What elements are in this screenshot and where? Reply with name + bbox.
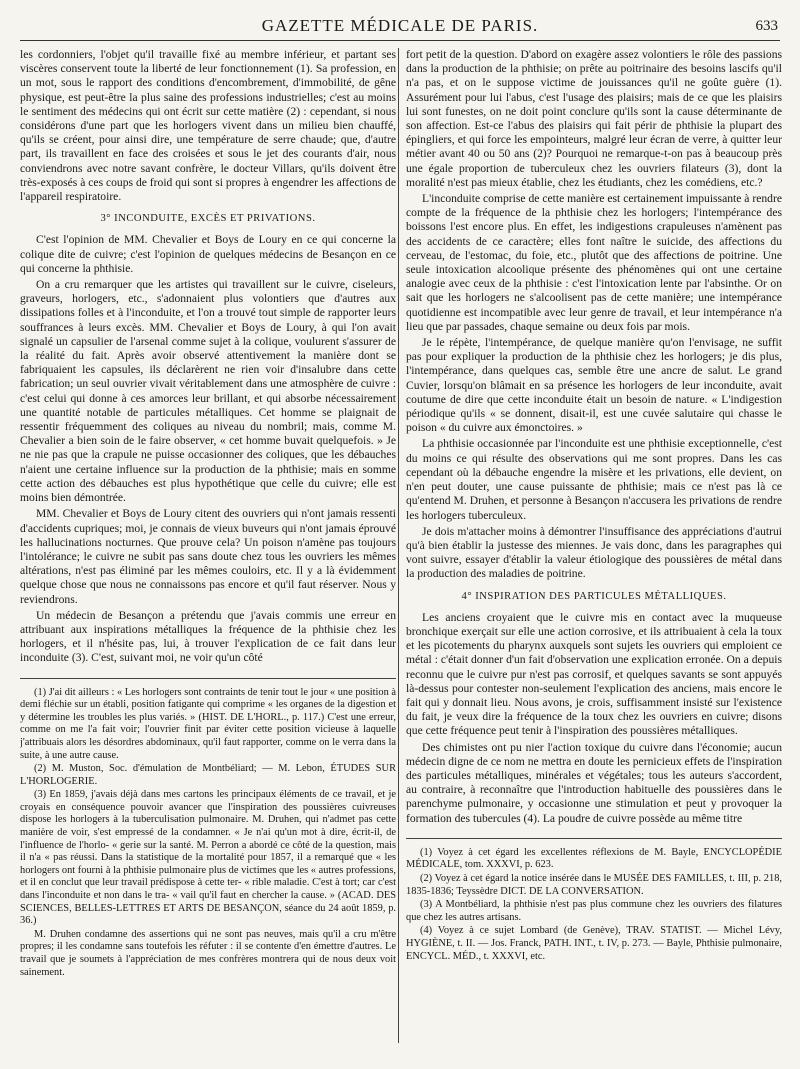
footnote: (1) Voyez à cet égard les excellentes réflexions de M. Bayle, ENCYCLOPÉDIE MÉDICALE, tom. XXXVI, p. 623.	[406, 846, 782, 871]
paragraph: On a cru remarquer que les artistes qui travaillent sur le cuivre, ciseleurs, graveurs, horlogers, etc., s'adonnaient plus volontiers que d'autres aux dissipations folles et à l'inconduite, et l'on a trouvé tout simple de rapporter leurs souffrances à leurs excès. MM. Chevalier et Boys de Loury, à qui l'on avait signalé un capsulier de l'arsenal comme sujet à la colique, voulurent s'assurer de la réalité du fait. Après avoir observé attentivement la manière dont se fabriquaient les capsules, ils déclarèrent ne rien voir d'insalubre dans cette fabrication; un seul ouvrier vivait véritablement dans une atmosphère de cuivre : c'est celui qui donne à ces amorces leur brillant, et qui absorbe nécessairement une quantité notable de particules métalliques. Cet homme se plaignait de ressentir fréquemment des coliques au niveau du nombril; mais, comme M. Chevalier a bien soin de le faire observer, « cet homme buvait quelquefois. » Je ne nie pas que la crapule ne puisse occasionner des coliques, que les débauches n'aient une certaine influence sur la production de la phthisie; mais en somme cette action des débauches est plus hypothétique que celle du cuivre; elle est moins bien démontrée.	[20, 278, 396, 505]
paragraph: MM. Chevalier et Boys de Loury citent des ouvriers qui n'ont jamais ressenti d'accidents cupriques; moi, je connais de vieux buveurs qui n'ont jamais éprouvé les hallucinations nocturnes. Que prouve cela? Un poison n'amène pas toujours l'intolérance; le cuivre ne subit pas sans doute chez tous les ouvriers les mêmes altérations, n'est pas éliminé par les mêmes couloirs, etc. Il y a là évidemment quelque chose que nous ne connaissons pas encore et qu'il faut réserver. Nous y reviendrons.	[20, 507, 396, 606]
paragraph: les cordonniers, l'objet qu'il travaille fixé au membre inférieur, et partant ses viscères conservent toute la liberté de leur fonctionnement (1). Sa profession, en un mot, sous le rapport des conditions d'encombrement, d'immobilité, de gêne physique, est peut-être la plus saine des professions industrielles; c'est au moins le sentiment des médecins qui ont écrit sur cette matière (2) : cependant, si nous considérons d'une part que les horlogers vivent dans un milieu bien chauffé, qu'ils se créent, pour ainsi dire, une température de serre chaude; que, d'autre part, ils travaillent en face des croisées et sous le jet des courants d'air, nous conviendrons avec notre savant confrère, le docteur Villars, qu'ils doivent être très-exposés à ces coups de froid qui sont si propres à engendrer les affections de l'appareil respiratoire.	[20, 48, 396, 204]
footnote: (3) En 1859, j'avais déjà dans mes cartons les principaux éléments de ce travail, et je croyais en conséquence pouvoir avancer que l'inspiration des poussières cuivreuses dispose les horlogers à la tuberculisation pulmonaire. M. Druhen, qui n'admet pas cette manière de voir, s'est empressé de la condamner. « Je n'ai qu'un mot à dire, écrit-il, de l'influence de l'horlo- « gerie sur la santé. M. Perron a abordé ce côté de la question, mais il n'a « pas réussi. Dans la statistique de la mortalité pour 1857, il a remarqué que « les horlogers ont fourni à la phthisie pulmonaire plus de victimes que les « autres professions, et il en conclut que leur travail prédispose à cette ter- « rible maladie. C'est à tort; car c'est dans l'inconduite et non dans le tra- « vail qu'il faut en chercher la cause. » (ACAD. DES SCIENCES, BELLES-LETTRES ET ARTS DE BESANÇON, séance du 24 août 1859, p. 36.)	[20, 789, 396, 927]
footnote-rule	[20, 678, 396, 679]
column-divider	[398, 48, 399, 1043]
section-title-4: 4° INSPIRATION DES PARTICULES MÉTALLIQUES.	[461, 590, 727, 602]
paragraph: Les anciens croyaient que le cuivre mis en contact avec la muqueuse bronchique exerçait sur elle une action corrosive, et ils attribuaient à cela la toux et les picotements du pharynx auxquels sont sujets les ouvriers qui emploient ce métal : c'était donner d'un fait d'observation une explication erronée. On a depuis reconnu que le cuivre pur n'est pas corrosif, et quelques savants se sont appuyés là-dessus pour contester non-seulement l'explication des anciens, mais encore le fait qui y donnait lieu. Nous avons, je crois, suffisamment insisté sur l'existence du fait, je veux dire la fréquence de la toux chez les ouvriers en cuivre; disons que cette fréquence peut tenir à l'inspiration des poussières métalliques.	[406, 610, 782, 738]
page-number: 633	[755, 18, 778, 34]
footnote: (4) Voyez à ce sujet Lombard (de Genève), TRAV. STATIST. — Michel Lévy, HYGIÈNE, t. II. — Jos. Franck, PATH. INT., t. IV, p. 273. — Bayle, Phthisie pulmonaire, ENCYCL. MÉD., t. XXXVI, etc.	[406, 925, 782, 962]
footnote: (1) J'ai dit ailleurs : « Les horlogers sont contraints de tenir tout le jour « une position à demi fléchie sur un établi, position fatigante qui comprime « les organes de la digestion et y détermine les troubles les plus variés. » (HIST. DE L'HORL., p. 117.) C'est une erreur, comme on me l'a fait voir; l'ouvrier finit par éviter cette position vicieuse à laquelle j'attribuais alors les désordres abdominaux, qu'il faut rapporter, comme on le verra dans la suite, à une autre cause.	[20, 686, 396, 761]
footnote: (2) M. Muston, Soc. d'émulation de Montbéliard; — M. Lebon, ÉTUDES SUR L'HORLOGERIE.	[20, 763, 396, 787]
paragraph: Je le répète, l'intempérance, de quelque manière qu'on l'envisage, ne suffit pas pour expliquer la production de la phthisie chez les horlogers; je dis plus, l'intempérance, dans quelques cas, semble être une ancre de salut. Le grand Cuvier, lorsqu'on blâmait en sa présence les horlogers de leur inconduite, avait coutume de dire que cette inconduite était un besoin de nature. « L'indigestion périodique qu'ils « se donnent, disait-il, est une cuvée salutaire qui chasse le poison « du cuivre aux émonctoires. »	[406, 336, 782, 435]
paragraph: Des chimistes ont pu nier l'action toxique du cuivre dans l'économie; aucun médecin digne de ce nom ne mettra en doute les pernicieux effets de l'inspiration des particules métalliques, minérales et végétales; tous les auteurs s'accordent, au contraire, à reconnaître que l'introduction habituelle des poussières dans le parenchyme pulmonaire, y occasionne une stimulation et peut y provoquer la formation des tubercules (4). La poudre de cuivre possède au même titre	[406, 740, 782, 825]
paragraph: C'est l'opinion de MM. Chevalier et Boys de Loury en ce qui concerne la colique dite de cuivre; c'est l'opinion de quelques médecins de Besançon en ce qui concerne la phthisie.	[20, 233, 396, 275]
paragraph: Je dois m'attacher moins à démontrer l'insuffisance des appréciations d'autrui qu'à bien établir la justesse des miennes. Je vais donc, dans les paragraphes qui vont suivre, essayer d'établir la valeur étiologique des poussières de métal dans la production des maladies de poitrine.	[406, 524, 782, 581]
paragraph: La phthisie occasionnée par l'inconduite est une phthisie exceptionnelle, c'est du moins ce qui résulte des observations qui me sont propres. Dans les cas cependant où la débauche engendre la misère et les privations, elle devient, on n'en peut douter, une cause puissante de phthisie; mais ce n'est pas là ce qu'entend M. Druhen, et personne à Besançon n'accusera les privations de rendre les horlogers tuberculeux.	[406, 437, 782, 522]
paragraph: fort petit de la question. D'abord on exagère assez volontiers le rôle des passions dans la production de la phthisie; on prête au poitrinaire des besoins lascifs qu'il n'a pas, et on le suppose victime de jouissances qu'il ne goûte guère (1). Assurément pour lui l'abus, c'est l'usage des plaisirs; mais de ce que les plaisirs lui sont funestes, on ne doit point conclure qu'ils sont la cause déterminante de son affection. Est-ce l'abus des plaisirs qui fait périr de phthisie la plupart des épingliers, et qui force les empointeurs, malgré leur écran de verre, à quitter leur métier avant 40 ou 50 ans (2)? Pourquoi ne remarque-t-on pas à beaucoup près une égale proportion de tuberculeux chez les ouvriers filateurs (3), dont la moralité n'est pas mieux établie, chez les étudiants, chez les comédiens, etc.?	[406, 48, 782, 189]
footnote: (2) Voyez à cet égard la notice insérée dans le MUSÉE DES FAMILLES, t. III, p. 218, 1835-1836; Teyssèdre DICT. DE LA CONVERSATION.	[406, 872, 782, 897]
footnote: M. Druhen condamne des assertions qui ne sont pas neuves, mais qu'il a cru m'être propres; il les condamne sans toutefois les réfuter : il se contente d'en émettre d'autres. Le travail que je soumets à l'appréciation de mes confrères montrera qui de nous deux voit sainement.	[20, 928, 396, 978]
right-column	[406, 48, 782, 1048]
footnote-rule	[406, 838, 782, 839]
running-head: GAZETTE MÉDICALE DE PARIS.	[261, 16, 539, 35]
paragraph: Un médecin de Besançon a prétendu que j'avais commis une erreur en attribuant aux inspirations métalliques la fréquence de la phthisie chez les horlogers, et il n'hésite pas, lui, à trouver l'explication de ce fait dans leur inconduite (3). C'est, suivant moi, ne voir qu'un côté	[20, 608, 396, 665]
footnote: (3) A Montbéliard, la phthisie n'est pas plus commune chez les ouvriers des filatures que chez les autres artisans.	[406, 899, 782, 923]
page-header	[20, 14, 780, 41]
left-column	[20, 48, 396, 1048]
section-title-3: 3° INCONDUITE, EXCÈS ET PRIVATIONS.	[100, 213, 316, 225]
paragraph: L'inconduite comprise de cette manière est certainement impuissante à rendre compte de la fréquence de la phthisie chez les horlogers; l'intempérance des boissons l'est encore plus. En effet, les indigestions crapuleuses n'amènent pas des accidents de ce caractère; elles font naître le suicide, des affections du cerveau, de l'estomac, du foie, etc., plutôt que des affections de poitrine. Une seule intoxication alcoolique présente des phénomènes qui ont une certaine analogie avec ceux de la phthisie : c'est l'intoxication lente par l'absinthe. Or on sait que les horlogers ne s'alcoolisent pas de cette manière; une intempérance quotidienne est incompatible avec leur genre de travail, et leur intempérance n'a lieu que par passades, chaque semaine ou deux fois par mois.	[406, 192, 782, 333]
